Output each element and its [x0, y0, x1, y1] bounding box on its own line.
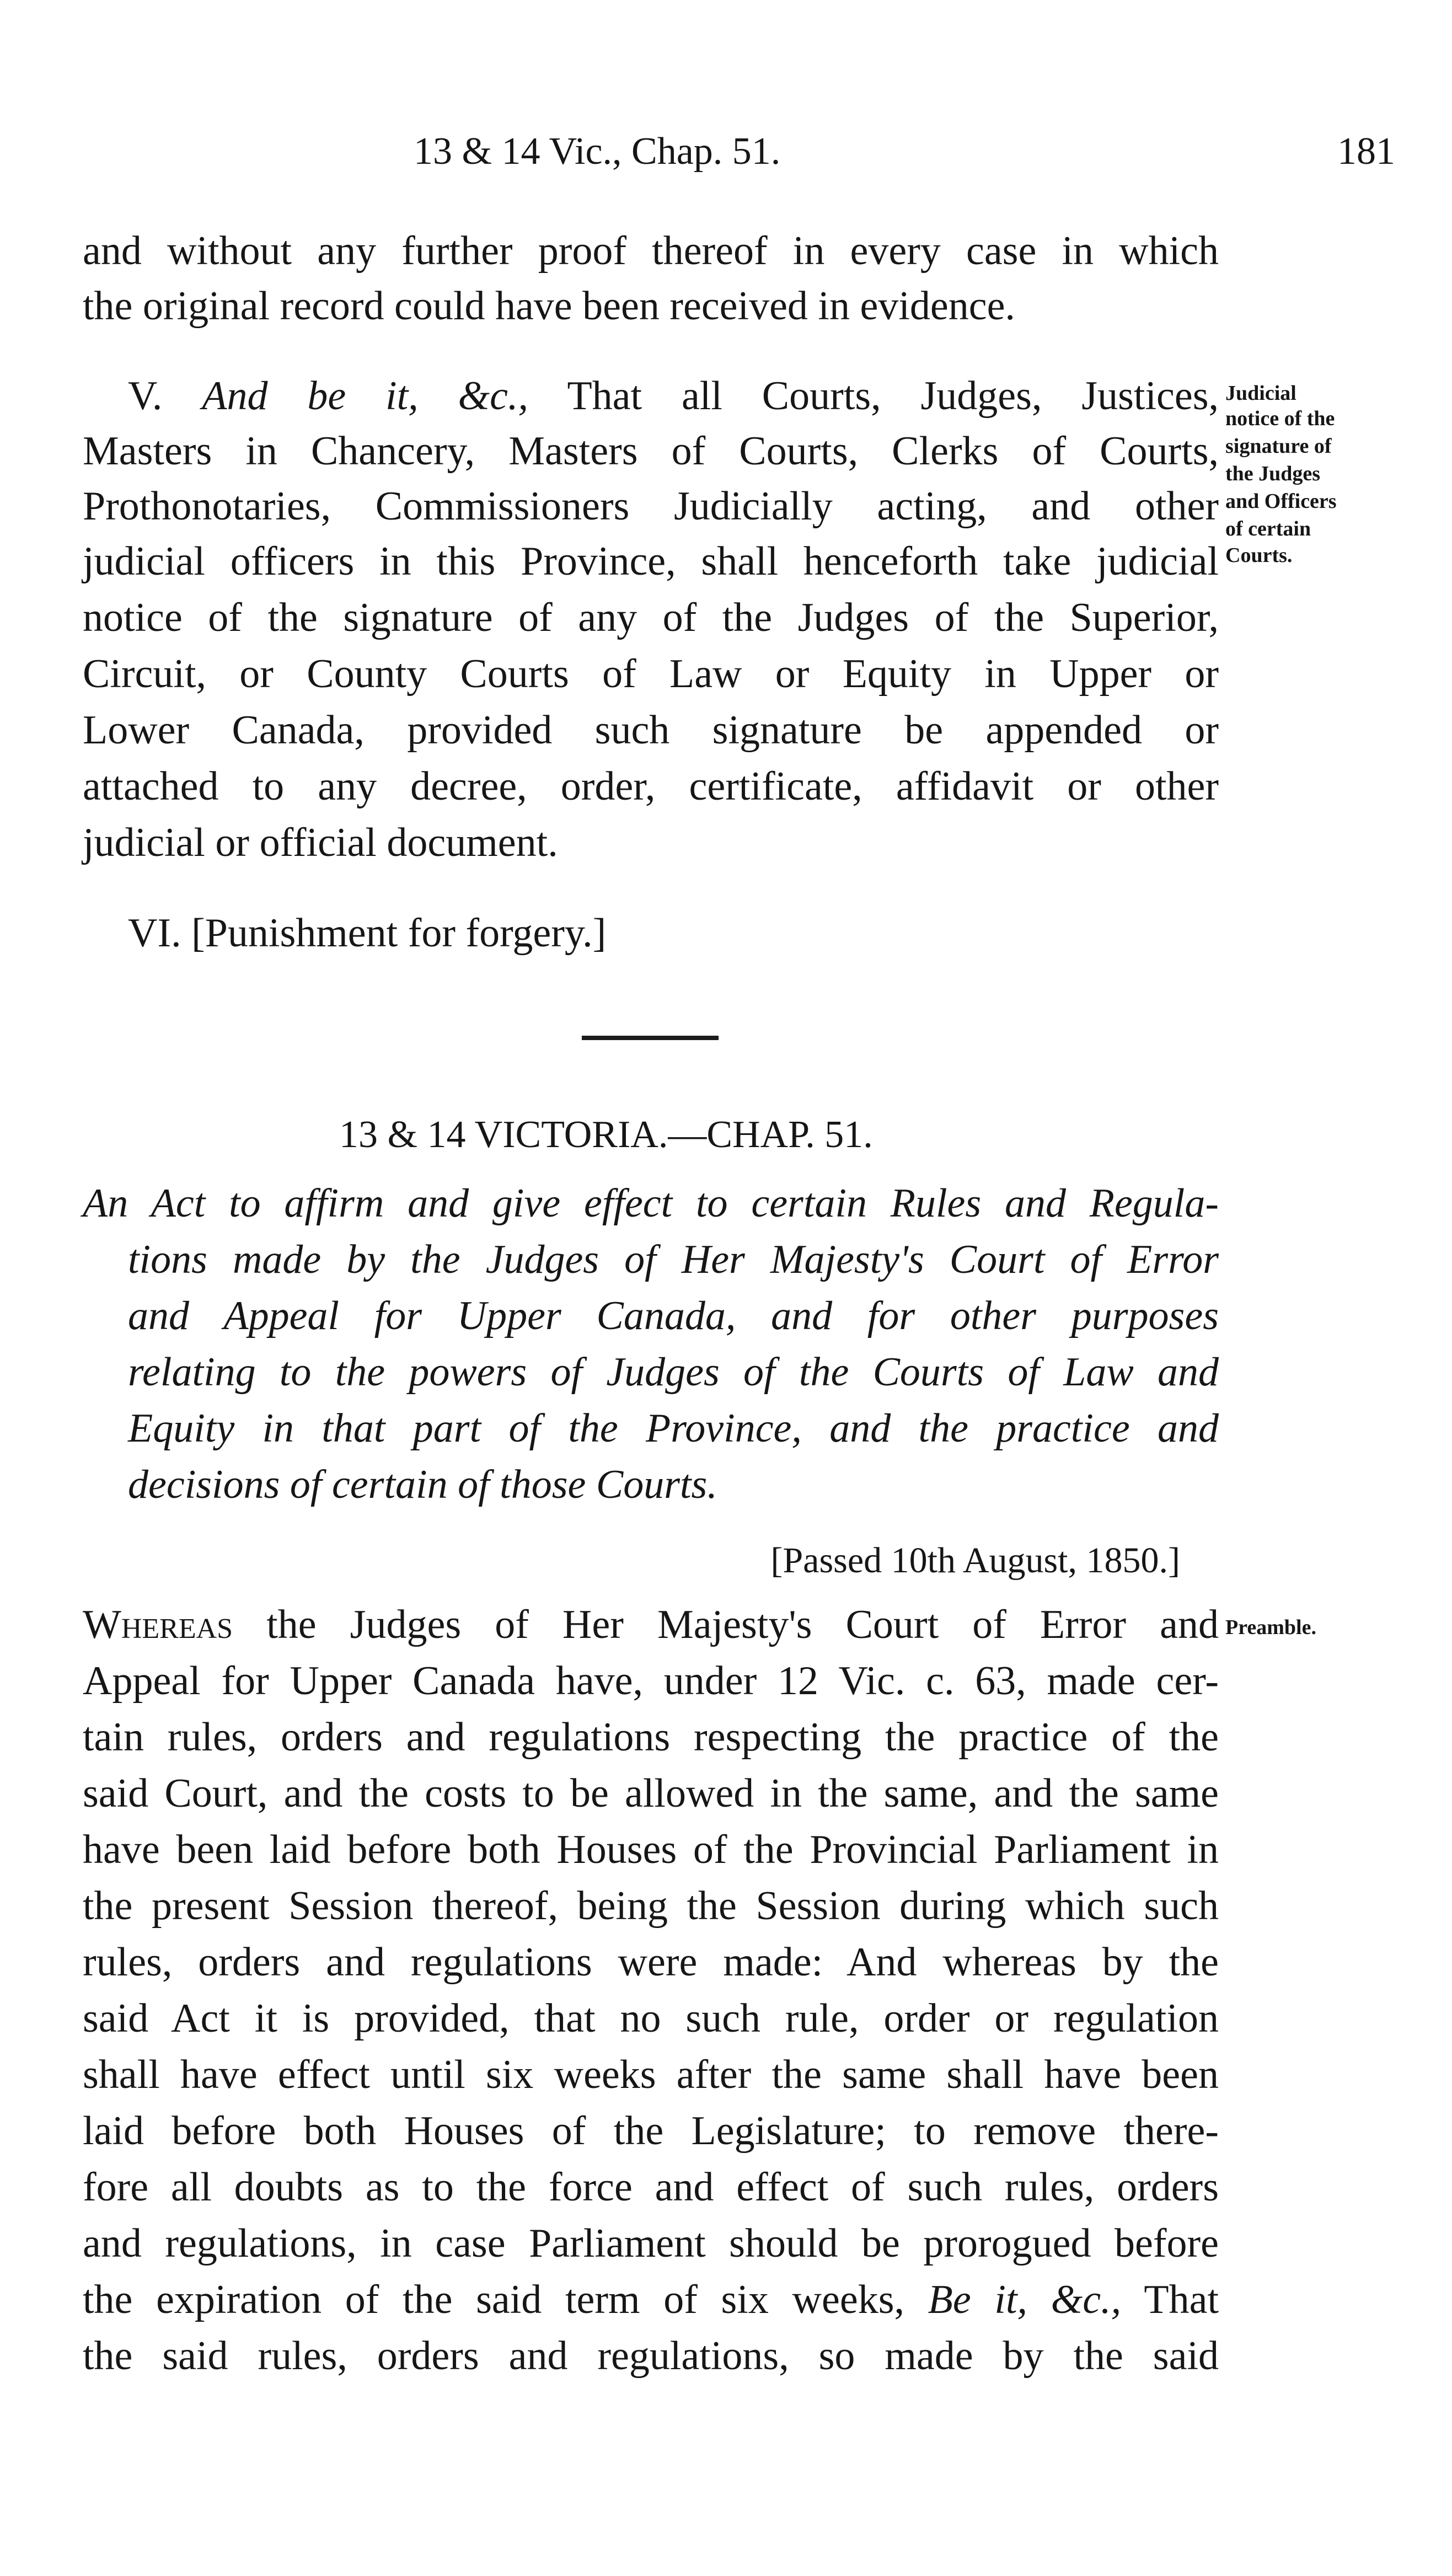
text-line: said Court, and the costs to be allowed in the same, and the same: [83, 1771, 1219, 1816]
margin-note-preamble: Preamble.: [1225, 1616, 1316, 1639]
preamble-line-enacting: [83, 2272, 1219, 2327]
act-title-line: Equity in that part of the Province, and the practice and: [128, 1406, 1219, 1451]
text-line: shall have effect until six weeks after the same shall have been: [83, 2052, 1219, 2097]
text-segment: That all Courts, Judges, Justices,: [567, 373, 1219, 419]
enacting-formula: Be it, &c.,: [928, 2277, 1122, 2322]
margin-note: of certain: [1225, 517, 1311, 540]
text-segment: the Judges of Her Majesty's Court of Error and: [266, 1602, 1219, 1647]
text-line: Appeal for Upper Canada have, under 12 Vic. c. 63, made cer-: [83, 1658, 1219, 1704]
text-segment: That: [1144, 2277, 1219, 2322]
text-line: Lower Canada, provided such signature be appended or: [83, 708, 1219, 753]
act-title-line: decisions of certain of those Courts.: [128, 1462, 717, 1507]
text-line: rules, orders and regulations were made: And whereas by the: [83, 1940, 1219, 1985]
text-line: judicial or official document.: [83, 820, 558, 865]
text-line: fore all doubts as to the force and effect of such rules, orders: [83, 2165, 1219, 2210]
running-title: 13 & 14 Vic., Chap. 51.: [414, 130, 781, 173]
margin-note: Courts.: [1225, 544, 1293, 567]
text-line: attached to any decree, order, certificate, affidavit or other: [83, 764, 1219, 809]
section-divider: [582, 1036, 719, 1040]
section-numeral: V.: [128, 373, 163, 419]
text-line: the present Session thereof, being the Session during which such: [83, 1883, 1219, 1929]
margin-note: Judicial: [1225, 382, 1296, 405]
text-line: the said rules, orders and regulations, so made by the said: [83, 2333, 1219, 2379]
margin-note: notice of the: [1225, 407, 1335, 430]
text-line: tain rules, orders and regulations respecting the practice of the: [83, 1715, 1219, 1760]
margin-note: signature of: [1225, 435, 1332, 458]
page-number: 181: [1337, 130, 1395, 173]
text-line: Prothonotaries, Commissioners Judicially acting, and other: [83, 484, 1219, 529]
margin-note: the Judges: [1225, 462, 1321, 485]
section-vi: VI. [Punishment for forgery.]: [128, 911, 607, 956]
passed-date: [Passed 10th August, 1850.]: [770, 1540, 1180, 1581]
act-title-line: An Act to affirm and give effect to certain Rules and Regula-: [83, 1181, 1219, 1226]
section-v-first-line: [128, 368, 1219, 424]
text-line: the original record could have been received in evidence.: [83, 283, 1015, 329]
act-title-line: relating to the powers of Judges of the Courts of Law and: [128, 1349, 1219, 1395]
running-head: [83, 130, 1395, 190]
text-line: notice of the signature of any of the Judges of the Superior,: [83, 595, 1219, 640]
text-line: Masters in Chancery, Masters of Courts, Clerks of Courts,: [83, 429, 1219, 474]
act-heading: 13 & 14 VICTORIA.—CHAP. 51.: [339, 1113, 873, 1156]
text-line: said Act it is provided, that no such rule, order or regulation: [83, 1996, 1219, 2041]
text-line: laid before both Houses of the Legislature; to remove there-: [83, 2108, 1219, 2154]
act-title-line: and Appeal for Upper Canada, and for other purposes: [128, 1293, 1219, 1338]
text-line: judicial officers in this Province, shall henceforth take judicial: [83, 539, 1219, 584]
preamble-first-line: [83, 1597, 1219, 1652]
margin-note: and Officers: [1225, 490, 1337, 513]
act-title-line: tions made by the Judges of Her Majesty's Court of Error: [128, 1237, 1219, 1282]
text-line: Circuit, or County Courts of Law or Equity in Upper or: [83, 651, 1219, 697]
text-line: and without any further proof thereof in every case in which: [83, 228, 1219, 274]
enacting-formula: And be it, &c.,: [202, 373, 528, 419]
text-line: have been laid before both Houses of the Provincial Parliament in: [83, 1827, 1219, 1872]
text-line: and regulations, in case Parliament should be prorogued before: [83, 2221, 1219, 2266]
text-segment: the expiration of the said term of six weeks,: [83, 2277, 904, 2322]
preamble-opening-word: Whereas: [83, 1602, 233, 1647]
